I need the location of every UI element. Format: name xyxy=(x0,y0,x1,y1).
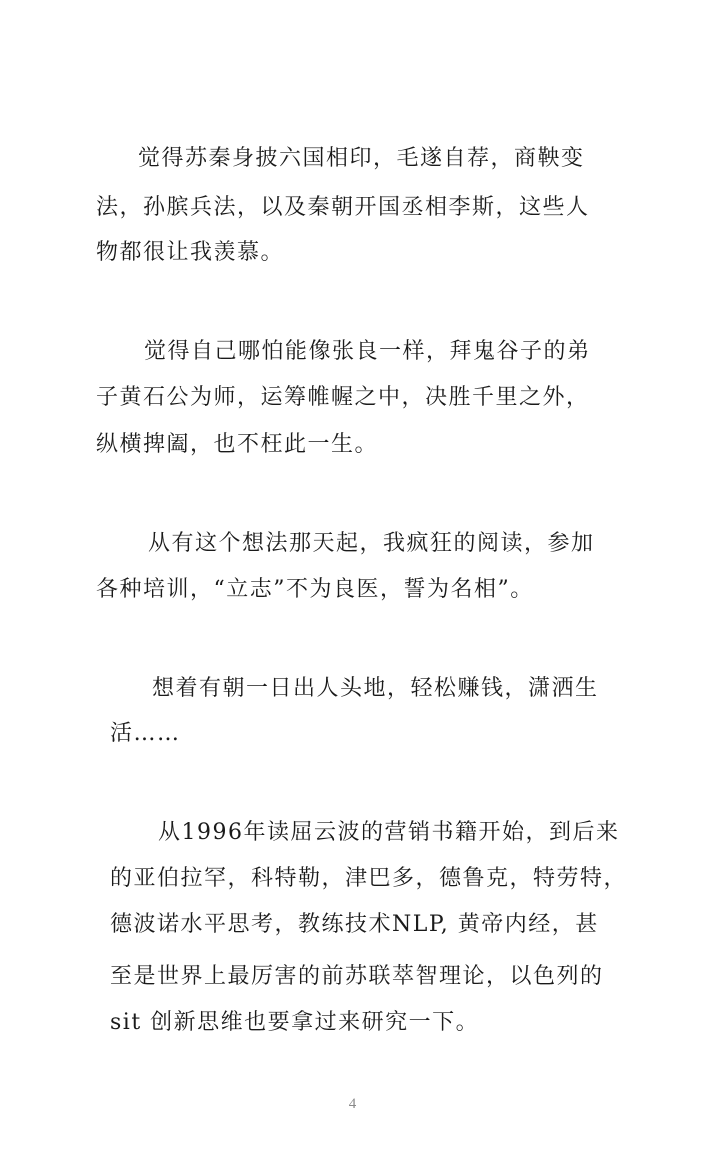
paragraph-line: 从1996年读屈云波的营销书籍开始，到后来 xyxy=(158,820,620,845)
paragraph-line: 至是世界上最厉害的前苏联萃智理论，以色列的 xyxy=(110,964,604,989)
page-number: 4 xyxy=(348,1096,357,1112)
paragraph-line: 觉得自己哪怕能像张良一样，拜鬼谷子的弟 xyxy=(144,339,591,364)
paragraph-line: 德波诺水平思考，教练技术NLP, 黄帝内经，甚 xyxy=(110,912,599,937)
paragraph-line: 的亚伯拉罕，科特勒，津巴多，德鲁克，特劳特， xyxy=(110,866,628,891)
paragraph-line: 从有这个想法那天起，我疯狂的阅读，参加 xyxy=(148,531,595,556)
paragraph-line: sit 创新思维也要拿过来研究一下。 xyxy=(110,1010,480,1035)
paragraph-line: 活…… xyxy=(110,721,181,746)
paragraph-line: 物都很让我羡慕。 xyxy=(96,240,285,265)
paragraph-line: 子黄石公为师，运筹帷幄之中，决胜千里之外， xyxy=(96,385,590,410)
paragraph-line: 想着有朝一日出人头地，轻松赚钱，潇洒生 xyxy=(152,676,599,701)
paragraph-line: 各种培训，“立志”不为良医，誓为名相”。 xyxy=(96,577,534,602)
paragraph-line: 觉得苏秦身披六国相印，毛遂自荐，商鞅变 xyxy=(138,146,585,171)
paragraph-line: 纵横捭阖，也不枉此一生。 xyxy=(96,432,379,457)
paragraph-line: 法，孙膑兵法，以及秦朝开国丞相李斯，这些人 xyxy=(96,195,590,220)
